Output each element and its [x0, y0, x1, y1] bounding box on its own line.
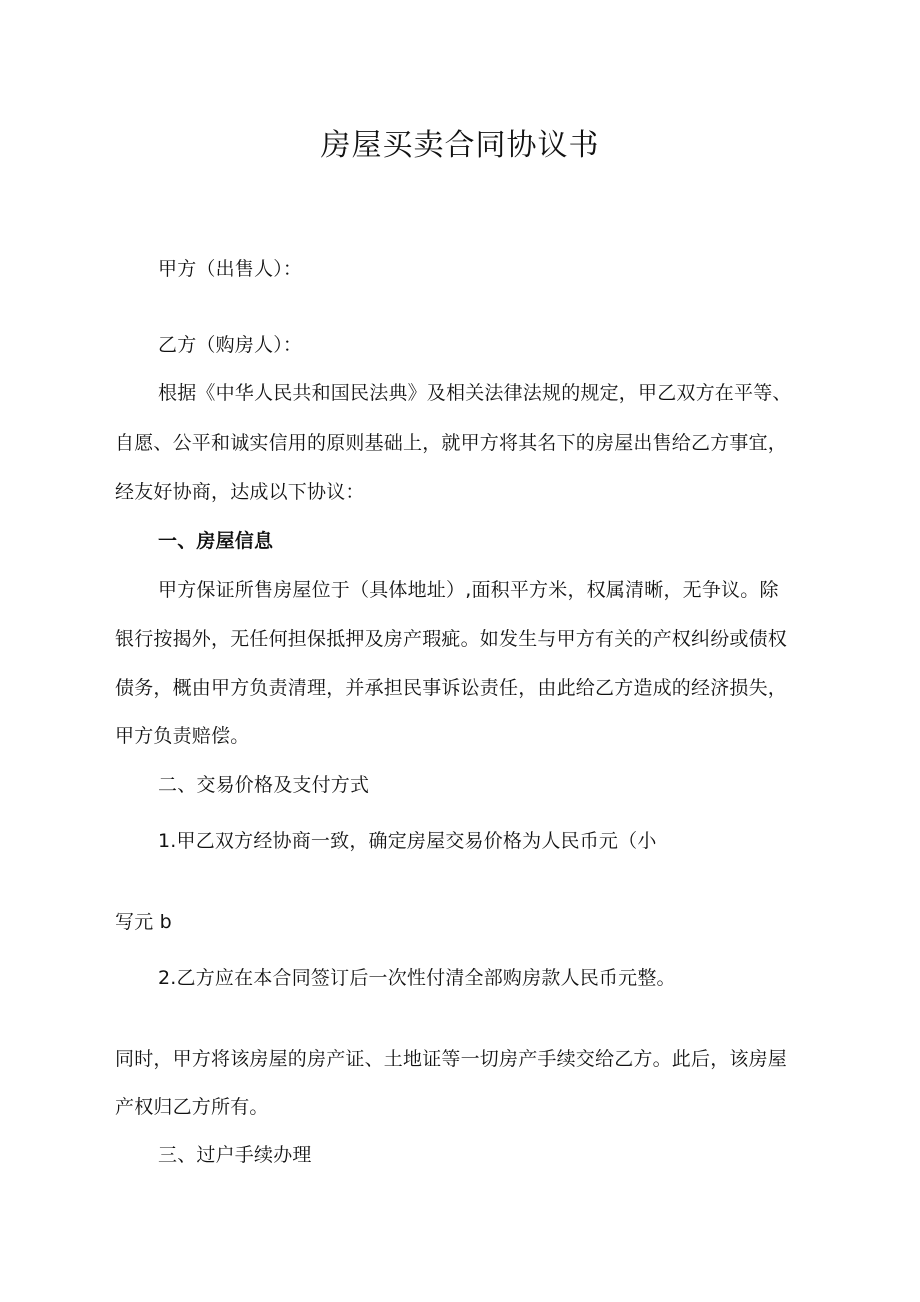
- preamble-line-3: 经友好协商，达成以下协议：: [115, 481, 365, 503]
- section2-item1-continued: 写元 b: [115, 911, 172, 933]
- document-title: 房屋买卖合同协议书: [320, 128, 600, 163]
- section2-item1: 1.甲乙双方经协商一致，确定房屋交易价格为人民币元（小: [158, 830, 657, 852]
- section1-heading: 一、房屋信息: [158, 530, 274, 552]
- section1-line-2: 银行按揭外，无任何担保抵押及房产瑕疵。如发生与甲方有关的产权纠纷或债权: [115, 628, 788, 650]
- section3-heading: 三、过户手续办理: [158, 1144, 312, 1166]
- section2-body-line-2: 产权归乙方所有。: [115, 1096, 269, 1118]
- section1-line-3: 债务，概由甲方负责清理，并承担民事诉讼责任，由此给乙方造成的经济损失，: [115, 677, 788, 699]
- party-a-line: 甲方（出售人）：: [158, 258, 303, 280]
- section2-heading: 二、交易价格及支付方式: [158, 774, 370, 796]
- party-b-line: 乙方（购房人）：: [158, 334, 303, 356]
- section1-line-4: 甲方负责赔偿。: [115, 725, 250, 747]
- preamble-line-1: 根据《中华人民共和国民法典》及相关法律法规的规定，甲乙双方在平等、: [158, 382, 792, 404]
- section1-line-1: 甲方保证所售房屋位于（具体地址）,面积平方米，权属清晰，无争议。除: [158, 579, 779, 601]
- section2-body-line-1: 同时，甲方将该房屋的房产证、土地证等一切房产手续交给乙方。此后，该房屋: [115, 1048, 788, 1070]
- preamble-line-2: 自愿、公平和诚实信用的原则基础上，就甲方将其名下的房屋出售给乙方事宜，: [115, 432, 788, 454]
- section2-item2: 2.乙方应在本合同签订后一次性付清全部购房款人民币元整。: [158, 967, 676, 989]
